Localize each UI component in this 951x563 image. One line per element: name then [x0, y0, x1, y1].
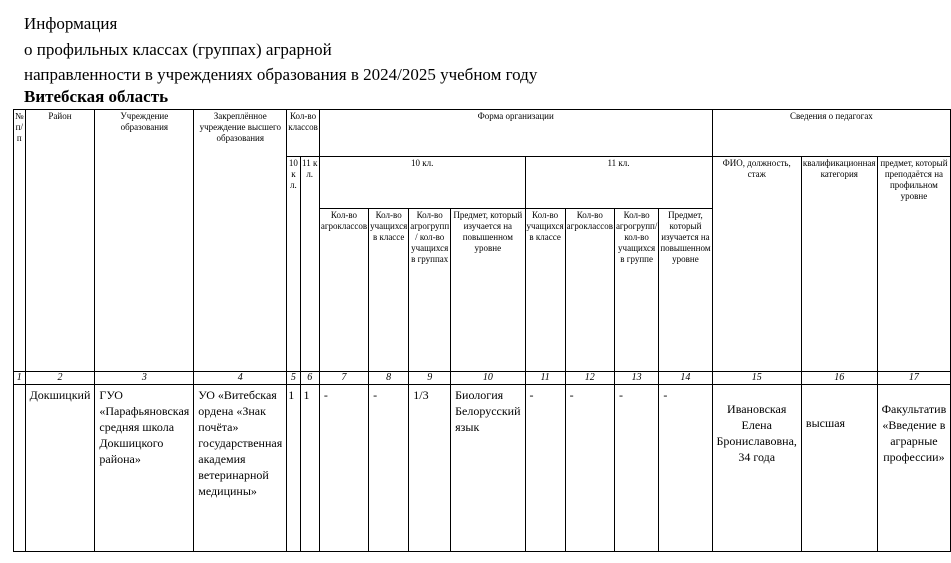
col-number: 1 — [14, 372, 26, 385]
col-number: 5 — [287, 372, 300, 385]
table-row — [14, 385, 951, 552]
col-number: 12 — [565, 372, 614, 385]
header-c10-uch-v-klasse: Кол-во учащихся в классе — [369, 209, 409, 372]
cell-c8: - — [369, 385, 409, 552]
cell-kval: высшая — [801, 385, 877, 552]
col-number: 14 — [659, 372, 712, 385]
col-number: 11 — [525, 372, 565, 385]
cell-k10: 1 — [287, 385, 300, 552]
col-number: 13 — [614, 372, 658, 385]
header-zakreplennoe: Закреплённое учреждение высшего образования — [194, 110, 287, 372]
cell-uchrezhdenie: ГУО «Парафьяновская средняя школа Докшицкого района» — [95, 385, 194, 552]
header-k11: 11 кл. — [300, 157, 319, 372]
cell-rayon: Докшицкий — [25, 385, 95, 552]
col-number: 4 — [194, 372, 287, 385]
profile-classes-table — [13, 109, 951, 552]
header-c11-predmet: Предмет, который изучается на повышенном уровне — [659, 209, 712, 372]
header-k10: 10 кл. — [287, 157, 300, 372]
cell-c12: - — [565, 385, 614, 552]
header-c10-agrogrupp: Кол-во агрогрупп / кол-во учащихся в группах — [409, 209, 451, 372]
col-number: 15 — [712, 372, 801, 385]
heading-line-2: о профильных классах (группах) аграрной — [24, 39, 332, 59]
cell-c7: - — [319, 385, 368, 552]
header-uchrezhdenie: Учреждение образования — [95, 110, 194, 372]
cell-predmet: Факультатив «Введение в аграрные профессии» — [877, 385, 951, 552]
header-c11-uch-v-klasse: Кол-во учащихся в классе — [525, 209, 565, 372]
cell-c10: Биология Белорусский язык — [451, 385, 525, 552]
col-number: 7 — [319, 372, 368, 385]
cell-fio: Ивановская Елена Брониславовна, 34 года — [712, 385, 801, 552]
header-kol-vo-klassov: Кол-во классов — [287, 110, 320, 157]
cell-num — [14, 385, 26, 552]
col-number: 8 — [369, 372, 409, 385]
header-predmet-ped: предмет, который преподаётся на профильном уровне — [877, 157, 951, 372]
header-c11-agro-klassov: Кол-во агроклассов — [565, 209, 614, 372]
col-number: 6 — [300, 372, 319, 385]
col-number: 9 — [409, 372, 451, 385]
heading-line-3: направленности в учреждениях образования в 2024/2025 учебном году — [24, 65, 538, 84]
cell-c13: - — [614, 385, 658, 552]
header-forma-organizacii: Форма организации — [319, 110, 712, 157]
header-rayon: Район — [25, 110, 95, 372]
header-c10-predmet: Предмет, который изучается на повышенном уровне — [451, 209, 525, 372]
header-11-kl: 11 кл. — [525, 157, 712, 209]
header-c10-agro-klassov: Кол-во агроклассов — [319, 209, 368, 372]
cell-c14: - — [659, 385, 712, 552]
col-number: 10 — [451, 372, 525, 385]
region-title: Витебская область — [24, 87, 169, 106]
header-fio: ФИО, должность, стаж — [712, 157, 801, 372]
cell-k11: 1 — [300, 385, 319, 552]
cell-zakreplennoe: УО «Витебская ордена «Знак почёта» государственная академия ветеринарной медицины» — [194, 385, 287, 552]
col-number: 17 — [877, 372, 951, 385]
header-kval: квалификационная категория — [801, 157, 877, 372]
header-10-kl: 10 кл. — [319, 157, 525, 209]
header-svedeniya-o-pedagogah: Сведения о педагогах — [712, 110, 951, 157]
header-c11-agrogrupp: Кол-во агрогрупп/ кол-во учащихся в группе — [614, 209, 658, 372]
cell-c11: - — [525, 385, 565, 552]
heading-line-1: Информация — [24, 14, 118, 33]
cell-c9: 1/3 — [409, 385, 451, 552]
col-number: 2 — [25, 372, 95, 385]
col-number: 3 — [95, 372, 194, 385]
col-number: 16 — [801, 372, 877, 385]
header-num: № п/п — [14, 110, 26, 372]
document-heading — [24, 11, 537, 88]
